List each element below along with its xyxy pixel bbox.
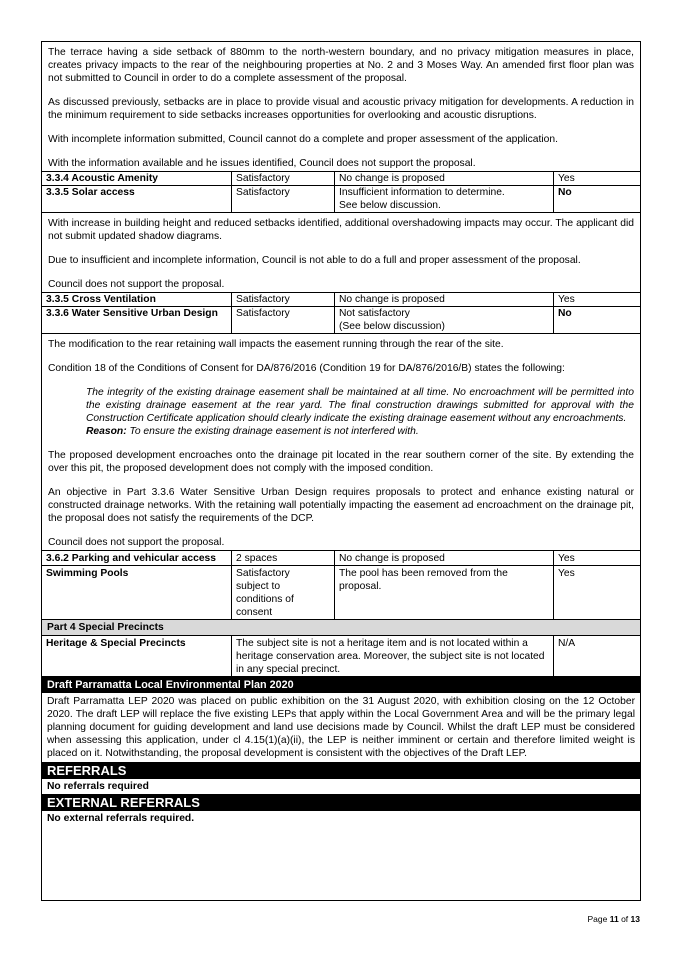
section-heading-part4: Part 4 Special Precincts [42,620,640,636]
draft-lep-heading: Draft Parramatta Local Environmental Plan 2020 [42,677,640,693]
table-row-heritage [42,636,640,677]
referrals-note: No referrals required [42,779,640,795]
external-referrals-heading: EXTERNAL REFERRALS [42,795,640,811]
proposal: No change is proposed [335,172,554,185]
proposal: No change is proposed [335,293,554,306]
of-label: of [621,914,629,924]
compliance: Yes [558,553,575,564]
paragraph: An objective in Part 3.3.6 Water Sensitive Urban Design requires proposals to protect and enhance existing natural or constructed drainage networks. With the retaining wall potentially impacting the easement ad encroachment on the drainage pit, the proposal does not satisfy the requirements of the DCP. [48,487,634,524]
condition-quote [86,386,634,438]
compliance: N/A [558,638,576,649]
compliance: Yes [558,294,575,305]
requirement: 2 spaces [232,551,335,565]
solar-discussion [42,213,640,293]
requirement: Satisfactory [232,172,335,185]
table-row-solar [42,186,640,213]
compliance: No [558,187,572,198]
page-total: 13 [630,914,640,924]
control-name: 3.3.4 Acoustic Amenity [42,172,232,185]
compliance: Yes [558,568,575,579]
privacy-discussion [42,42,640,172]
referrals-heading: REFERRALS [42,763,640,779]
reason-label: Reason: [86,426,127,437]
assessment-table [41,41,641,901]
proposal-line: (See below discussion) [339,321,445,332]
table-row-pools [42,566,640,620]
compliance: No [558,308,572,319]
paragraph: The terrace having a side setback of 880mm to the north-western boundary, and no privacy mitigation measures in place, creates privacy impacts to the rear of the neighbouring properties at No. 2 and 3 Moses Way. An amended first floor plan was not submitted to Council in order to do a complete assessment of the proposal. [48,47,634,84]
paragraph: Condition 18 of the Conditions of Consent for DA/876/2016 (Condition 19 for DA/876/2016/B) states the following: [48,363,565,374]
page-label: Page [587,914,608,924]
paragraph: With the information available and he issues identified, Council does not support the proposal. [48,158,476,169]
paragraph: With incomplete information submitted, Council cannot do a complete and proper assessment of the application. [48,134,558,145]
external-referrals-note: No external referrals required. [47,813,195,824]
proposal: The pool has been removed from the proposal. [335,566,554,619]
control-name: 3.3.5 Solar access [42,186,232,212]
control-name: 3.6.2 Parking and vehicular access [42,551,232,565]
paragraph: With increase in building height and reduced setbacks identified, additional overshadowing impacts may occur. The applicant did not submit updated shadow diagrams. [48,218,634,242]
proposal [335,307,554,333]
requirement: Satisfactory subject to conditions of consent [232,566,335,619]
requirement: Satisfactory [232,186,335,212]
paragraph: Due to insufficient and incomplete information, Council is not able to do a full and proper assessment of the proposal. [48,255,581,266]
control-name: 3.3.6 Water Sensitive Urban Design [42,307,232,333]
requirement: Satisfactory [232,293,335,306]
control-name: Swimming Pools [42,566,232,619]
requirement: Satisfactory [232,307,335,333]
proposal [335,186,554,212]
control-name: 3.3.5 Cross Ventilation [42,293,232,306]
reason-text: To ensure the existing drainage easement is not interfered with. [126,426,419,437]
table-row-water-sensitive [42,307,640,334]
proposal: No change is proposed [335,551,554,565]
paragraph: Council does not support the proposal. [48,537,225,548]
quote-text: The integrity of the existing drainage easement shall be maintained at all time. No encroachment will be permitted into the existing drainage easement at the rear yard. The final construction drawings submitted for approval with the Construction Certificate application should clearly indicate the existing drainage easement without any encroachments. [86,387,634,424]
proposal-line: See below discussion. [339,200,441,211]
table-row-acoustic [42,172,640,186]
table-row-parking [42,551,640,566]
compliance: Yes [558,173,575,184]
paragraph: The proposed development encroaches onto the drainage pit located in the rear southern corner of the site. By extending the over this pit, the proposed development does not comply with the imposed condition. [48,450,634,474]
control-name: Heritage & Special Precincts [42,636,232,676]
page-number: 11 [609,914,619,924]
paragraph: Council does not support the proposal. [48,279,225,290]
paragraph: As discussed previously, setbacks are in place to provide visual and acoustic privacy mitigation for developments. A reduction in the minimum requirement to side setbacks increases opportunities for overlooking and acoustic disruptions. [48,97,634,121]
paragraph: The modification to the rear retaining wall impacts the easement running through the rear of the site. [48,339,504,350]
table-row-cross-ventilation [42,293,640,307]
proposal-line: Not satisfactory [339,308,410,319]
water-discussion [42,334,640,551]
assessment-text: The subject site is not a heritage item and is not located within a heritage conservation area. Moreover, the subject site is not located in any special precinct. [232,636,554,676]
page-footer [587,914,640,924]
draft-lep-text: Draft Parramatta LEP 2020 was placed on public exhibition on the 31 August 2020, with exhibition closing on the 12 October 2020. The draft LEP will replace the five existing LEPs that apply within the Local Government Area and will be the primary legal planning document for guiding development and land use decisions made by Council. Whilst the draft LEP must be considered when assessing this application, under cl 4.15(1)(a)(ii), the LEP is neither imminent or certain and therefore limited weight is placed on it. Notwithstanding, the proposal development is consistent with the objectives of the Draft LEP. [42,693,640,763]
proposal-line: Insufficient information to determine. [339,187,505,198]
